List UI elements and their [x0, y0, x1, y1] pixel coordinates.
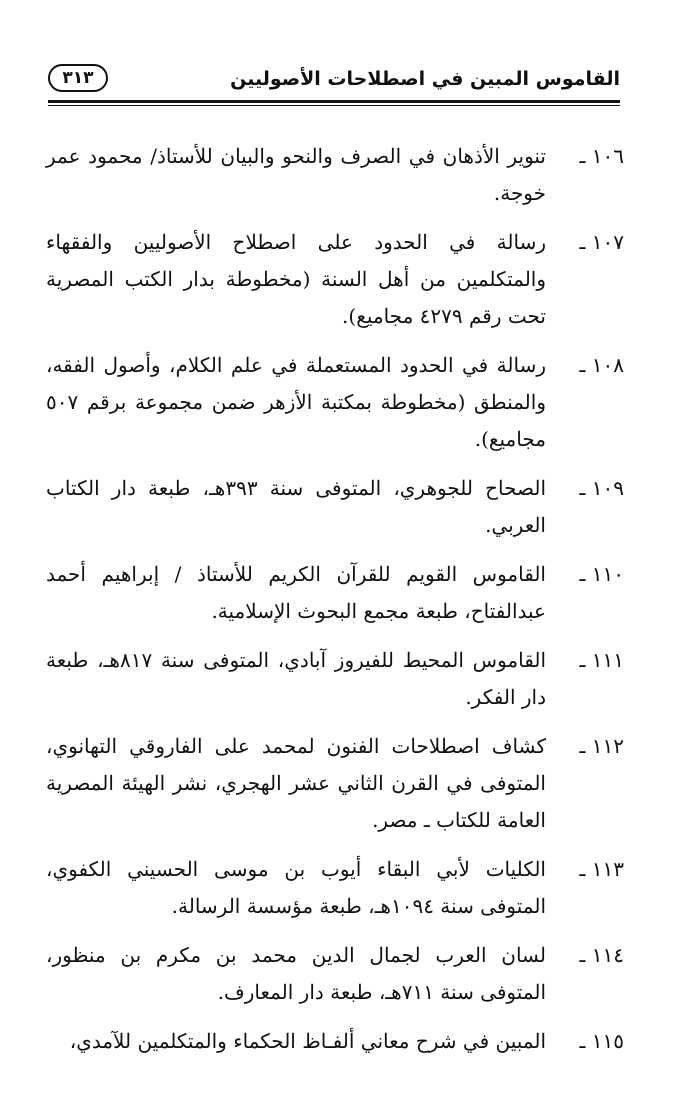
bibliography-entry [46, 1023, 624, 1060]
bibliography-entry [46, 470, 624, 544]
entry-number: ١١٣ ـ [579, 857, 624, 881]
entry-number: ١١١ ـ [579, 648, 624, 672]
entry-number: ١١٤ ـ [579, 943, 624, 967]
entry-text: لسان العرب لجمال الدين محمد بن مكرم بن منظور، المتوفى سنة ٧١١هـ، طبعة دار المعارف. [46, 943, 546, 1004]
page-header [48, 62, 620, 106]
page-number: ٣١٣ [48, 64, 108, 92]
bibliography-entry [46, 224, 624, 335]
entry-number: ١٠٧ ـ [579, 230, 624, 254]
bibliography-entry [46, 728, 624, 839]
entry-number: ١١٢ ـ [579, 734, 624, 758]
entry-number: ١١٠ ـ [579, 562, 624, 586]
bibliography-list [46, 138, 624, 1072]
entry-text: القاموس المحيط للفيروز آبادي، المتوفى سنة ٨١٧هـ، طبعة دار الفكر. [46, 648, 546, 709]
entry-text: القاموس القويم للقرآن الكريم للأستاذ / إبراهيم أحمد عبدالفتاح، طبعة مجمع البحوث الإسلامية. [46, 562, 546, 623]
header-rule [48, 100, 620, 103]
entry-text: الكليات لأبي البقاء أيوب بن موسى الحسيني الكفوي، المتوفى سنة ١٠٩٤هـ، طبعة مؤسسة الرسالة. [46, 857, 546, 918]
entry-text: تنوير الأذهان في الصرف والنحو والبيان للأستاذ/ محمود عمر خوجة. [46, 144, 546, 205]
entry-number: ١١٥ ـ [579, 1029, 624, 1053]
entry-number: ١٠٨ ـ [579, 353, 624, 377]
bibliography-entry [46, 347, 624, 458]
entry-number: ١٠٦ ـ [579, 144, 624, 168]
bibliography-entry [46, 937, 624, 1011]
entry-text: رسالة في الحدود على اصطلاح الأصوليين والفقهاء والمتكلمين من أهل السنة (مخطوطة بدار الكتب المصرية تحت رقم ٤٢٧٩ مجاميع). [46, 230, 546, 328]
bibliography-entry [46, 138, 624, 212]
entry-number: ١٠٩ ـ [579, 476, 624, 500]
entry-text: رسالة في الحدود المستعملة في علم الكلام، وأصول الفقه، والمنطق (مخطوطة بمكتبة الأزهر ضمن مجموعة برقم ٥٠٧ مجاميع). [46, 353, 546, 451]
running-title: القاموس المبين في اصطلاحات الأصوليين [230, 68, 620, 90]
bibliography-entry [46, 556, 624, 630]
bibliography-entry [46, 642, 624, 716]
entry-text: المبين في شرح معاني ألفـاظ الحكماء والمتكلمين للآمدي، [69, 1029, 546, 1053]
header-rule-thin [48, 105, 620, 106]
entry-text: الصحاح للجوهري، المتوفى سنة ٣٩٣هـ، طبعة دار الكتاب العربي. [46, 476, 547, 537]
bibliography-entry [46, 851, 624, 925]
entry-text: كشاف اصطلاحات الفنون لمحمد على الفاروقي التهانوي، المتوفى في القرن الثاني عشر الهجري، نشر الهيئة المصرية العامة للكتاب ـ مصر. [46, 734, 546, 832]
